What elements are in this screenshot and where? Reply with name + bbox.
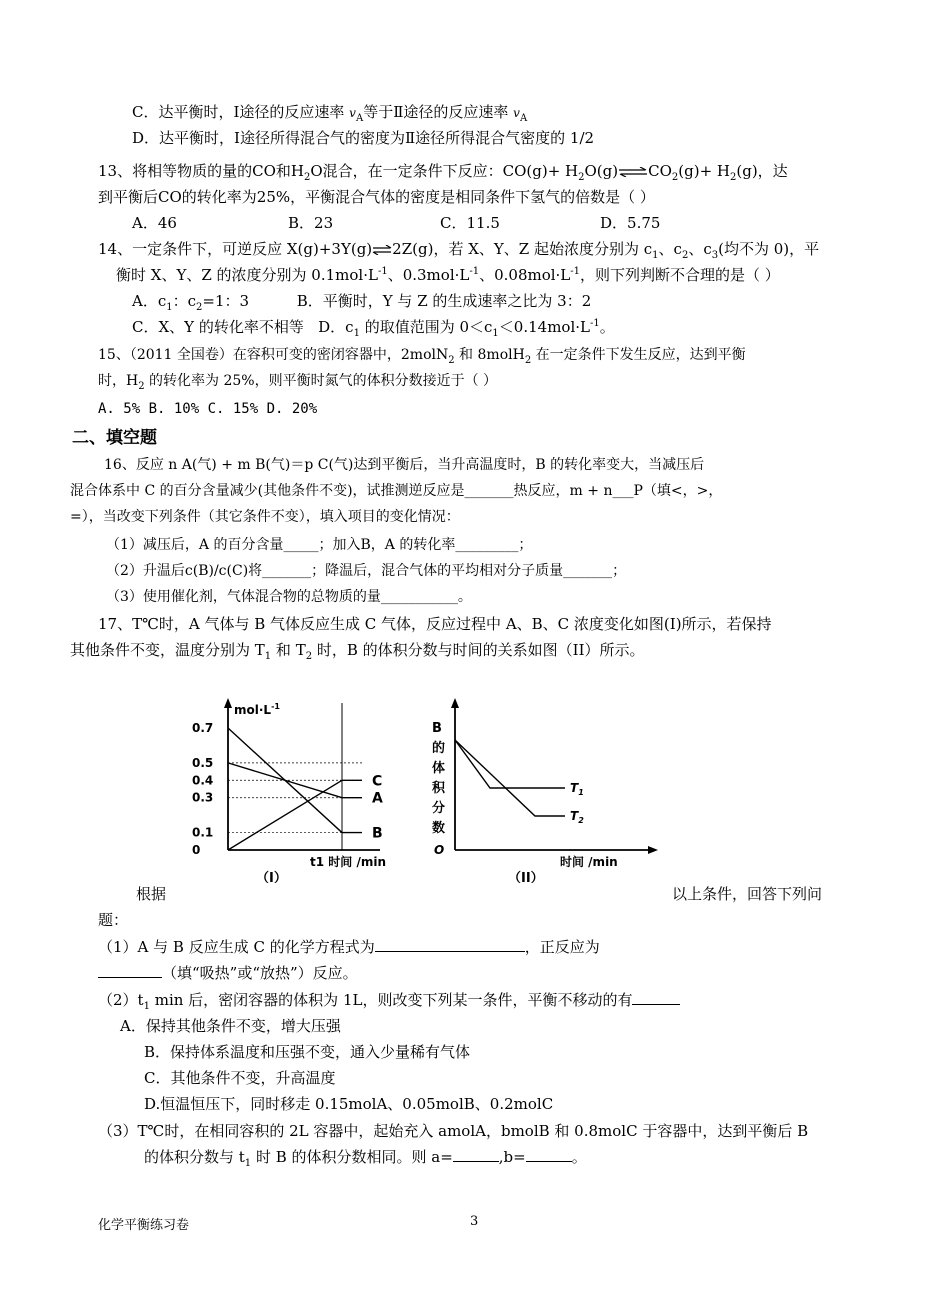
q16-line-3: =），当改变下列条件（其它条件不变），填入项目的变化情况： (70, 509, 460, 525)
q17-line-1: 17、T℃时，A 气体与 B 气体反应生成 C 气体，反应过程中 A、B、C 浓度变化如图(I)所示，若保持 (98, 615, 772, 633)
q16-sub-1: （1）减压后，A 的百分含量_____；加入B，A 的转化率_________； (106, 537, 533, 553)
graph-i-ytick-0: 0.7 (192, 721, 214, 735)
q13-option-c: C．11.5 (440, 214, 500, 232)
q14-line-2: 衡时 X、Y、Z 的浓度分别为 $0.1mol\cdot L^{-1}$、$0.3mol\cdot L^{-1}$、$0.08mol\cdot L^{-1}$，则下列判断不合理的是（ ） (116, 266, 780, 284)
q17-sub-3-mid: ,b= (498, 1148, 526, 1166)
graph-i-ytick-5: 0 (192, 843, 201, 857)
q17-sub-3-line-2: 的体积分数与 $t_1$ 时 B 的体积分数相同。则 a= ,b= 。 (144, 1148, 587, 1169)
q17-sub-1-line-1 (98, 937, 600, 957)
graph-ii (432, 698, 658, 883)
q16-sub-3: （3）使用催化剂，气体混合物的总物质的量___________。 (106, 589, 472, 605)
q17-sub-2-option-c: C．其他条件不变，升高温度 (144, 1069, 336, 1087)
graph-i-ytick-2: 0.4 (192, 773, 214, 788)
blank-no-shift[interactable] (632, 990, 680, 1005)
blank-b[interactable] (526, 1147, 572, 1162)
q16-line-1: 16、反应 n A(气) + m B(气)＝p C(气)达到平衡后，当升高温度时，B 的转化率变大，当减压后 (104, 457, 705, 473)
equilibrium-arrow-icon (372, 245, 392, 255)
graph-ii-label-t2: $T_2$ (570, 809, 584, 825)
graph-i-ytick-4: 0.1 (192, 825, 214, 840)
graph-i (192, 698, 386, 883)
q15-options: A. 5% B. 10% C. 15% D. 20% (98, 401, 318, 417)
graph-i-title: （I） (256, 871, 287, 883)
graph-ii-xlabel: 时间 /min (560, 855, 618, 869)
q17-sub-1-line-2 (98, 963, 358, 983)
blank-a[interactable] (453, 1147, 499, 1162)
graph-ii-y-arrow-icon (451, 698, 459, 708)
q14-options-cd: C．X、Y 的转化率不相等 D．$c_1$ 的取值范围为 $0<c_1<0.14mol\cdot L^{-1}$。 (132, 318, 615, 339)
q13-option-b: B．23 (288, 214, 334, 232)
graph-i-series-c (228, 780, 342, 850)
graph-ii-title: （II） (508, 871, 544, 883)
graph-i-ytick-3: 0.3 (192, 790, 214, 805)
graph-i-ytick-1: 0.5 (192, 755, 214, 770)
footer-page-number: 3 (470, 1214, 479, 1229)
graph-i-label-a: A (372, 790, 383, 807)
graph-i-y-arrow-icon (224, 698, 232, 708)
figure-concentration-graphs (190, 688, 660, 883)
q13-line-2: 到平衡后CO的转化率为25%，平衡混合气体的密度是相同条件下氢气的倍数是（ ） (98, 188, 655, 206)
q14-options-ab: A．$c_1$：$c_2=1$：3 B．平衡时，Y 与 Z 的生成速率之比为 3：2 (132, 292, 592, 313)
q17-text-cont: 题： (98, 911, 129, 929)
q17-sub-3-end: 。 (571, 1148, 587, 1166)
graph-i-label-b: B (372, 825, 383, 842)
graph-i-t1-label: t1 (310, 855, 325, 869)
section-heading: 二、填空题 (72, 428, 157, 448)
figure-svg (190, 688, 660, 883)
graph-ii-series-t1 (455, 740, 565, 788)
footer-title: 化学平衡练习卷 (98, 1218, 190, 1233)
graph-ii-series-t2 (455, 740, 565, 816)
q12-option-d: D．达平衡时，Ⅰ途径所得混合气的密度为Ⅱ途径所得混合气密度的 1/2 (132, 129, 595, 147)
q17-sub-1-tail: ，正反应为 (524, 938, 600, 956)
q17-sub-2-option-d: D.恒温恒压下，同时移走 0.15molA、0.05molB、0.2molC (144, 1095, 554, 1113)
graph-ii-x-arrow-icon (648, 846, 658, 854)
graph-i-ylabel: $mol\cdot L^{-1}$ (234, 702, 280, 717)
q15-line-1: 15、（2011 全国卷）在容积可变的密闭容器中，2molN$_2$ 和 8molH$_2$ 在一定条件下发生反应，达到平衡 (98, 347, 746, 366)
q16-line-2: 混合体系中 C 的百分含量减少(其他条件不变)，试推测逆反应是_______热反应，m + n___P（填<，>， (70, 483, 723, 499)
q17-sub-2: $(2)t_1$ min 后，密闭容器的体积为 1L，则改变下列某一条件，平衡不移动的有 (98, 990, 680, 1010)
q17-sub-1-hint: （填“吸热”或“放热”）反应。 (162, 964, 358, 982)
q17-text-left: 根据 (136, 885, 167, 903)
q16-sub-2: （2）升温后c(B)/c(C)将_______；降温后，混合气体的平均相对分子质量_______； (106, 563, 627, 579)
q17-sub-1-text: （1）A 与 B 反应生成 C 的化学方程式为 (98, 938, 375, 956)
q17-line-2: 其他条件不变，温度分别为 $T_1$ 和 $T_2$ 时，B 的体积分数与时间的关系如图（II）所示。 (70, 641, 645, 662)
q13-option-a: A．46 (132, 214, 177, 232)
q14-line-1: 14、一定条件下，可逆反应 X(g)+3Y(g) 2Z(g)，若 X、Y、Z 起始浓度分别为 $c_1$、$c_2$、$c_3$(均不为 0)，平 (98, 240, 820, 261)
blank-equation[interactable] (375, 937, 525, 952)
q17-sub-2-option-b: B．保持体系温度和压强不变，通入少量稀有气体 (144, 1043, 471, 1061)
graph-ii-ylabel: B 的体积分数 (432, 721, 446, 836)
graph-i-label-c: C (372, 773, 383, 790)
q12-option-c: C．达平衡时，Ⅰ途径的反应速率 $v_A$等于Ⅱ途径的反应速率 $v_A$ (132, 103, 528, 124)
blank-heat[interactable] (98, 963, 162, 978)
q13-option-d: D．5.75 (600, 214, 661, 232)
q15-line-2: 时，$H_2$ 的转化率为 25%，则平衡时氮气的体积分数接近于（ ） (98, 373, 498, 392)
q17-text-right: 以上条件，回答下列问 (672, 885, 823, 903)
graph-i-xlabel: t1 时间 /min (310, 855, 386, 869)
graph-ii-label-t1: $T_1$ (570, 781, 584, 797)
q17-sub-2-option-a: A．保持其他条件不变，增大压强 (120, 1017, 341, 1035)
q13-line-1: 13、将相等物质的量的CO和$H_2O$混合，在一定条件下反应：$CO(g)+ H_2O(g)$ $CO_2(g)+ H_2(g)$，达 (98, 162, 788, 183)
equilibrium-arrow-icon (618, 167, 648, 177)
q17-sub-3-line-1: （3）T℃时，在相同容积的 2L 容器中，起始充入 amolA，bmolB 和 0.8molC 于容器中，达到平衡后 B (98, 1122, 809, 1140)
graph-ii-origin: O (434, 843, 445, 857)
